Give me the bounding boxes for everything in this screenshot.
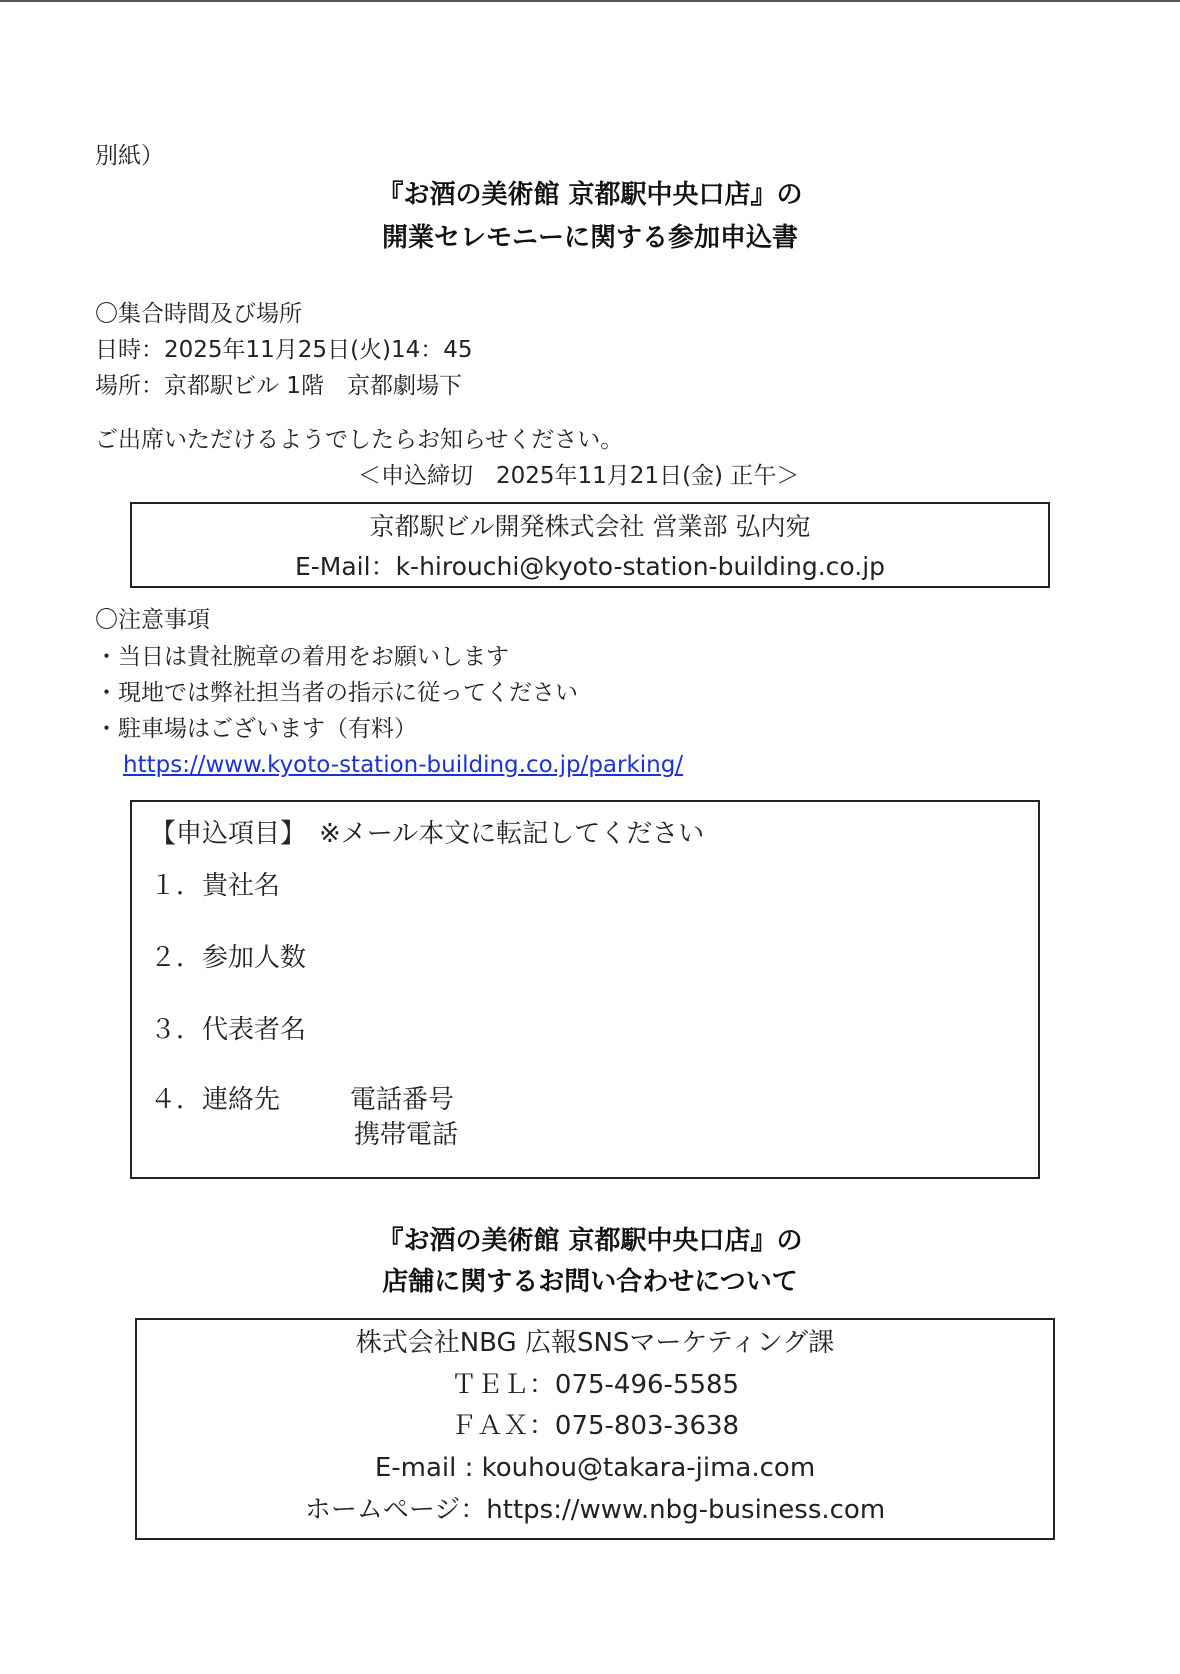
note-item-instructions: ・現地では弊社担当者の指示に従ってください — [95, 680, 578, 706]
meeting-place: 場所：京都駅ビル 1階 京都劇場下 — [95, 373, 462, 399]
inquiry-email[interactable]: E-mail : kouhou@takara-jima.com — [374, 1453, 816, 1483]
application-form-box — [130, 800, 1040, 1179]
application-deadline: ＜申込締切 2025年11月21日(金) 正午＞ — [358, 463, 800, 489]
document-title-line2: 開業セレモニーに関する参加申込書 — [381, 223, 798, 253]
inquiry-company: 株式会社NBG 広報SNSマーケティング課 — [355, 1328, 835, 1358]
note-item-armband: ・当日は貴社腕章の着用をお願いします — [95, 644, 509, 670]
inquiry-tel: ＴＥＬ：075-496-5585 — [450, 1370, 740, 1400]
rsvp-request: ご出席いただけるようでしたらお知らせください。 — [95, 427, 624, 453]
form-item-representative: ３．代表者名 — [150, 1015, 307, 1045]
notes-heading: 〇注意事項 — [95, 607, 210, 633]
meeting-heading: 〇集合時間及び場所 — [95, 301, 302, 327]
meeting-datetime: 日時：2025年11月25日(火)14：45 — [95, 337, 473, 363]
inquiry-contact-box — [135, 1318, 1055, 1540]
inquiry-homepage[interactable]: ホームページ：https://www.nbg-business.com — [304, 1495, 886, 1525]
form-mobile-label: 携帯電話 — [354, 1120, 459, 1150]
note-item-parking: ・駐車場はございます（有料） — [95, 716, 417, 742]
parking-link[interactable]: https://www.kyoto-station-building.co.jp/parking/ — [123, 752, 684, 778]
inquiry-title-line2: 店舗に関するお問い合わせについて — [382, 1267, 798, 1297]
form-heading: 【申込項目】 ※メール本文に転記してください — [150, 819, 705, 849]
form-item-contact: ４．連絡先 — [150, 1085, 281, 1115]
contact-box — [130, 502, 1050, 588]
form-phone-label: 電話番号 — [350, 1085, 455, 1115]
attachment-label: 別紙） — [95, 143, 164, 169]
page-top-border — [0, 0, 1180, 2]
form-item-company: １．貴社名 — [150, 871, 281, 901]
inquiry-title-line1: 『お酒の美術館 京都駅中央口店』の — [377, 1226, 803, 1256]
document-title-line1: 『お酒の美術館 京都駅中央口店』の — [377, 180, 803, 210]
inquiry-fax: ＦＡＸ：075-803-3638 — [450, 1411, 740, 1441]
contact-email[interactable]: E-Mail：k-hirouchi@kyoto-station-building.co.jp — [294, 552, 886, 581]
contact-recipient: 京都駅ビル開発株式会社 営業部 弘内宛 — [369, 512, 811, 541]
form-item-attendees: ２．参加人数 — [150, 943, 307, 973]
